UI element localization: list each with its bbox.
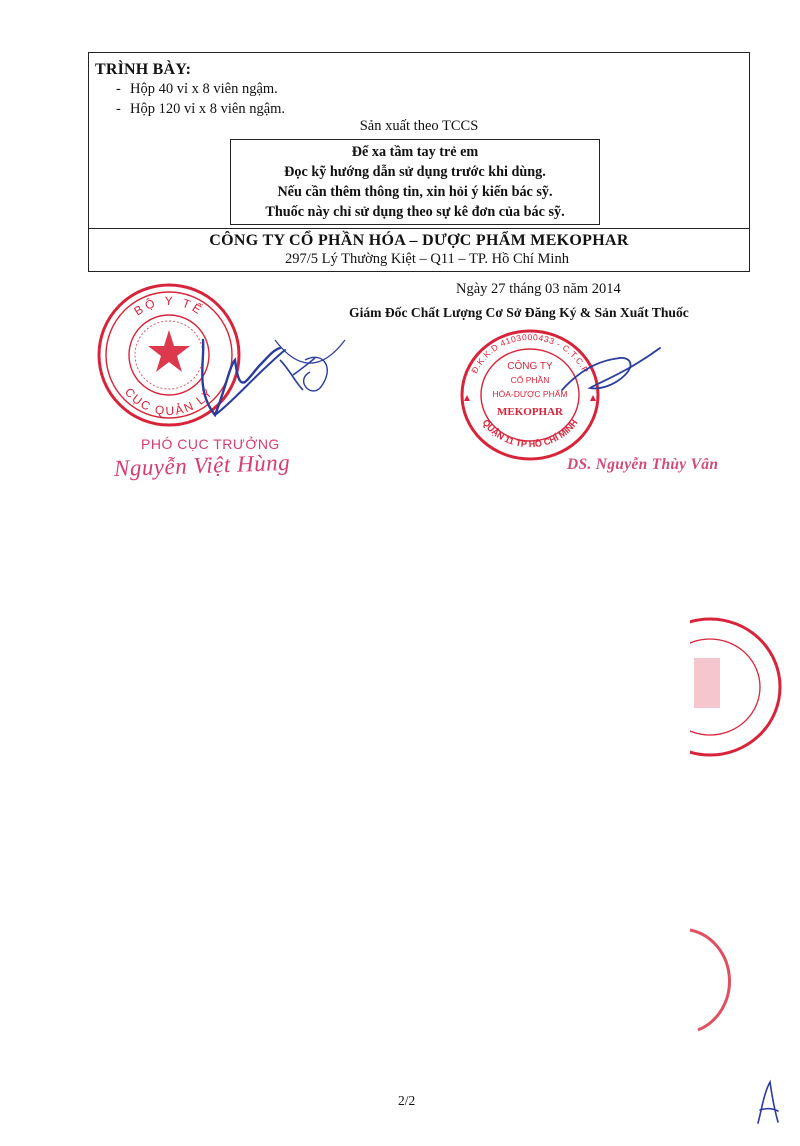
partial-stamp: [690, 612, 800, 762]
director-title: Giám Đốc Chất Lượng Cơ Sở Đăng Ký & Sản Xuất Thuốc: [349, 305, 689, 320]
warning-line-4: Thuốc này chỉ sử dụng theo sự kê đơn của bác sỹ.: [265, 204, 565, 220]
manufacturing-standard: Sản xuất theo TCCS: [359, 118, 479, 134]
svg-text:Đ.K.K.D 4103000433 - C.T.C.P: Đ.K.K.D 4103000433 - C.T.C.P: [469, 331, 591, 375]
signature-icon: [560, 340, 670, 410]
warning-line-2: Đọc kỹ hướng dẫn sử dụng trước khi dùng.: [284, 164, 546, 180]
initial-mark-icon: [752, 1078, 782, 1128]
presentation-item-2: - Hộp 120 vỉ x 8 viên ngậm.: [116, 101, 286, 117]
faint-partial-stamp: [680, 925, 740, 1035]
warning-line-3: Nếu cần thêm thông tin, xin hỏi ý kiến bác sỹ.: [277, 184, 553, 200]
company-name: CÔNG TY CỔ PHẦN HÓA – DƯỢC PHẨM MEKOPHAR: [209, 232, 629, 249]
svg-text:HÓA-DƯỢC PHẨM: HÓA-DƯỢC PHẨM: [492, 389, 568, 399]
deputy-title: PHÓ CỤC TRƯỞNG: [141, 436, 280, 452]
svg-text:CỤC QUẢN LÝ: CỤC QUẢN LÝ: [121, 384, 217, 419]
deputy-signature: [175, 320, 355, 445]
director-name: DS. Nguyễn Thùy Vân: [567, 456, 719, 473]
page-number: 2/2: [398, 1093, 416, 1108]
company-address: 297/5 Lý Thường Kiệt – Q11 – TP. Hồ Chí Minh: [285, 251, 569, 267]
partial-stamp-icon: [690, 612, 800, 762]
presentation-item-1: - Hộp 40 vỉ x 8 viên ngậm.: [116, 81, 278, 97]
warning-box: [230, 139, 600, 225]
svg-text:QUẬN 11 TP HỒ CHÍ MINH: QUẬN 11 TP HỒ CHÍ MINH: [480, 417, 580, 450]
signature-icon: [175, 320, 355, 440]
director-signature: [560, 340, 670, 415]
signing-date: Ngày 27 tháng 03 năm 2014: [456, 281, 621, 297]
presentation-heading: TRÌNH BÀY:: [95, 61, 192, 78]
warning-line-1: Để xa tầm tay trẻ em: [351, 144, 479, 160]
svg-text:MEKOPHAR: MEKOPHAR: [497, 406, 563, 418]
partial-stamp-icon: [680, 925, 740, 1035]
svg-text:BỘ Y TẾ: BỘ Y TẾ: [131, 293, 207, 319]
svg-text:CÔNG TY: CÔNG TY: [507, 361, 553, 372]
deputy-name: Nguyễn Việt Hùng: [113, 449, 291, 481]
initial-mark: [752, 1078, 782, 1133]
svg-text:CỔ PHẦN: CỔ PHẦN: [510, 375, 550, 385]
